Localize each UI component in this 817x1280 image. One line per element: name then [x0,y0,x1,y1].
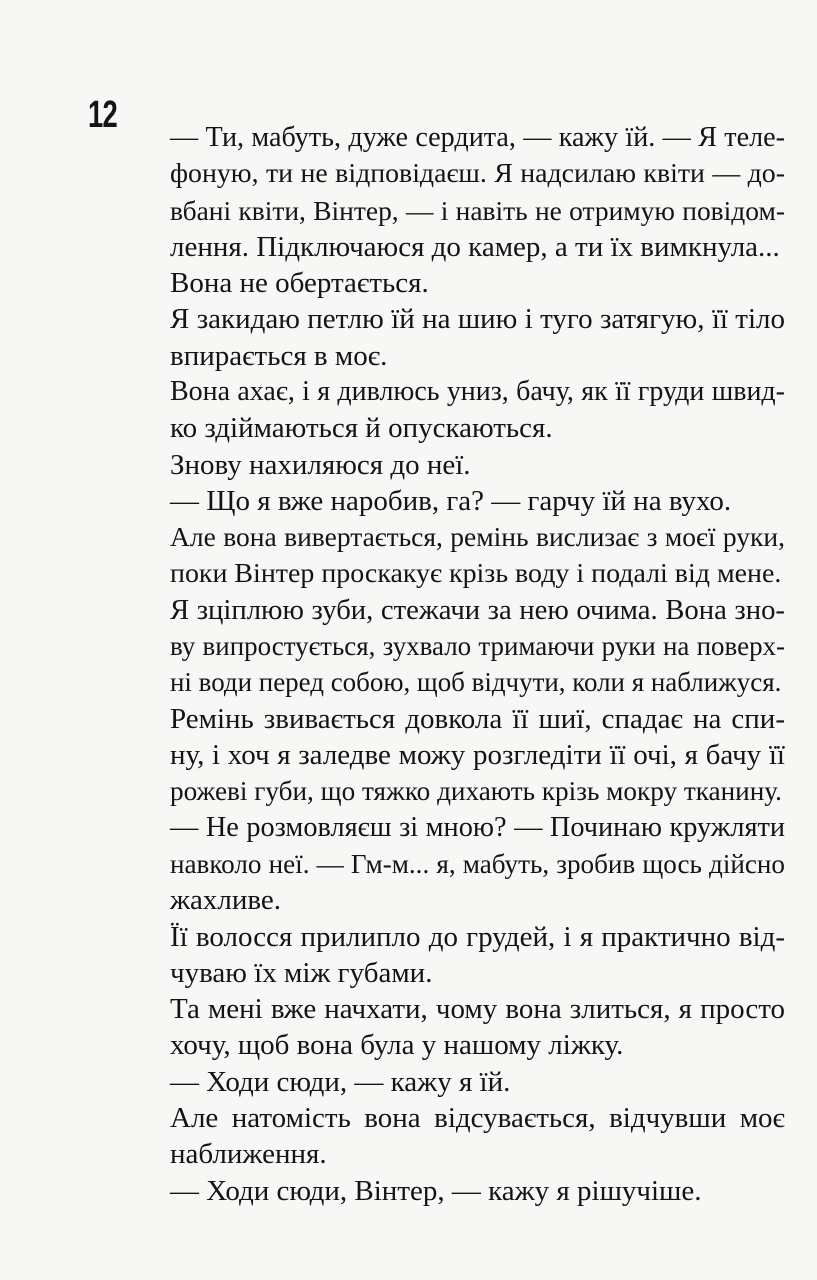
paragraph [170,1173,785,1209]
text-line: ні води перед собою, щоб відчути, коли я наближуся. [170,667,782,698]
text-line: — Що я вже наробив, га? — гарчу їй на вухо. [170,484,732,517]
text-line: навколо неї. — Гм-м... я, мабуть, зробив щось дійсно [170,848,785,879]
text-line: ну, і хоч я заледве можу розгледіти її очі, я бачу її [170,739,785,772]
paragraph [170,120,785,265]
text-line: Вона ахає, і я дивлюсь униз, бачу, як її груди швид- [170,376,785,408]
text-line: — Ти, мабуть, дуже сердита, — кажу їй. — Я теле- [170,122,785,153]
text-line: Я зціплюю зуби, стежачи за нею очима. Вона зно- [170,593,785,626]
text-line: чуваю їх між губами. [170,956,433,989]
paragraph [170,374,785,447]
text-line: хочу, щоб вона була у нашому ліжку. [170,1029,624,1062]
text-line: Але вона вивертається, ремінь вислизає з моєї руки, [170,521,785,553]
text-line: жахливе. [170,884,282,917]
text-line: наближення. [170,1138,327,1171]
text-line: вбані квіти, Вінтер, — і навіть не отримую повідом- [170,195,785,226]
text-line: — Не розмовляєш зі мною? — Починаю кружляти [170,811,785,843]
text-line: рожеві губи, що тяжко дихають крізь мокру тканину. [170,776,782,807]
paragraph [170,592,785,701]
text-line: Знову нахиляюся до неї. [170,448,471,481]
paragraph [170,810,785,919]
paragraph [170,919,785,992]
text-line: лення. Підключаюся до камер, а ти їх вимкнула... [170,230,780,263]
text-line: Але натомість вона відсувається, відчувши моє [170,1102,785,1135]
paragraph [170,991,785,1064]
text-line: ко здіймаються й опускаються. [170,412,553,445]
text-line: впирається в моє. [170,339,388,372]
paragraph [170,447,785,483]
paragraph [170,701,785,810]
paragraph [170,483,785,519]
paragraph [170,519,785,592]
text-line: фоную, ти не відповідаєш. Я надсилаю квіти — до- [170,158,785,190]
text-line: Вона не обертається. [170,267,429,300]
text-line: Я закидаю петлю їй на шию і туго затягую, її тіло [170,303,785,336]
body-text [170,120,785,1209]
text-line: — Ходи сюди, Вінтер, — кажу я рішучіше. [170,1174,702,1207]
paragraph [170,1064,785,1100]
paragraph [170,301,785,374]
page-number: 12 [88,94,118,136]
text-line: Ремінь звивається довкола її шиї, спадає на спи- [170,702,785,735]
text-line: Та мені вже начхати, чому вона злиться, я просто [170,993,785,1026]
paragraph [170,1100,785,1173]
text-line: Її волосся прилипло до грудей, і я практично від- [170,920,785,953]
text-line: — Ходи сюди, — кажу я їй. [170,1065,511,1098]
text-line: ву випростується, зухвало тримаючи руки на поверх- [170,631,785,662]
paragraph [170,265,785,301]
text-line: поки Вінтер проскакує крізь воду і подалі від мене. [170,557,782,589]
